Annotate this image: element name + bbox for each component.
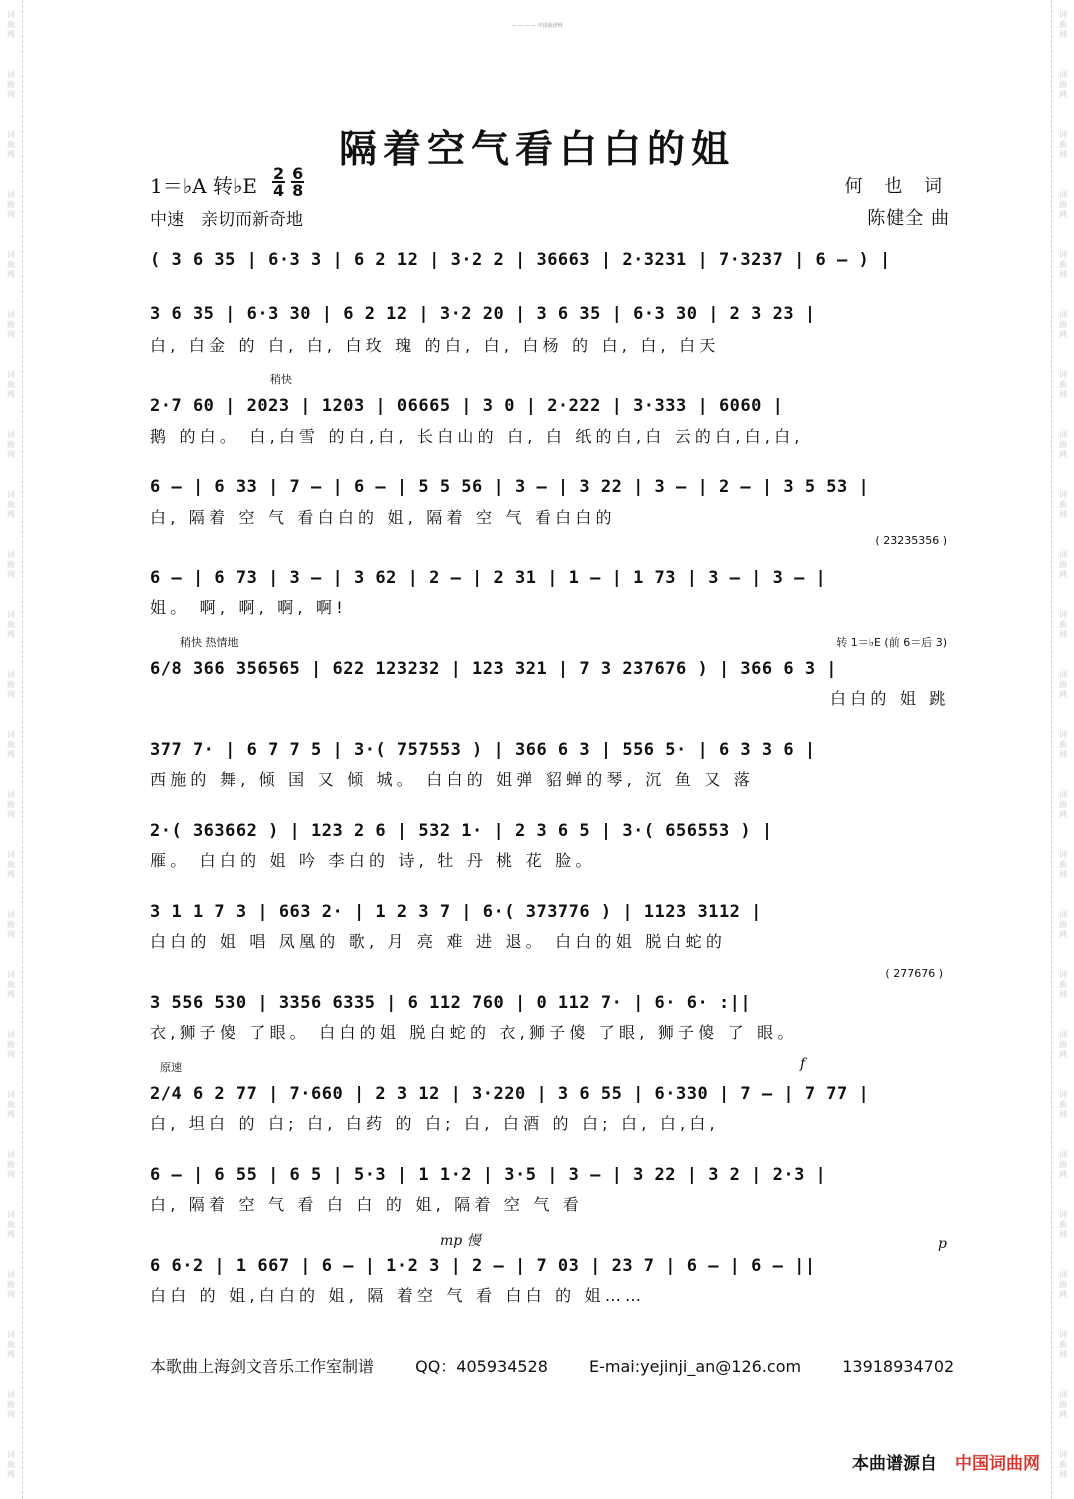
source-site-link[interactable]: 中国词曲网 <box>955 1454 1040 1474</box>
watermark-glyph: 词曲网 <box>7 850 15 879</box>
watermark-glyph: 词曲网 <box>1059 970 1067 999</box>
ornament-mark: ( 23235356 ) <box>875 534 947 547</box>
watermark-glyph: 词曲网 <box>1059 910 1067 939</box>
watermark-glyph: 词曲网 <box>1059 190 1067 219</box>
watermark-glyph: 词曲网 <box>1059 130 1067 159</box>
notation-line: 377 7· | 6 7 7 5 | 3·( 757553 ) | 366 6 3 | 556 5· | 6 3 3 6 | <box>150 740 816 760</box>
watermark-glyph: 词曲网 <box>1059 1210 1067 1239</box>
notation-line: 6 6·2 | 1 667 | 6 — | 1·2 3 | 2 — | 7 03 | 23 7 | 6 — | 6 — || <box>150 1256 816 1276</box>
time-signature-2-denominator: 8 <box>292 181 304 200</box>
watermark-glyph: 词曲网 <box>7 310 15 339</box>
watermark-glyph: 词曲网 <box>7 1090 15 1119</box>
time-signature-1-denominator: 4 <box>273 181 285 200</box>
key-signature: 1＝♭A 转♭E <box>150 174 257 198</box>
watermark-glyph: 词曲网 <box>7 430 15 459</box>
source-credit <box>852 1449 1040 1474</box>
watermark-glyph: 词曲网 <box>7 550 15 579</box>
watermark-glyph: 词曲网 <box>7 370 15 399</box>
watermark-glyph: 词曲网 <box>1059 1330 1067 1359</box>
notation-line: ( 3 6 35 | 6·3 3 | 6 2 12 | 3·2 2 | 36663 | 2·3231 | 7·3237 | 6 — ) | <box>150 250 891 270</box>
notation-line: 3 556 530 | 3356 6335 | 6 112 760 | 0 112 7· | 6· 6· :|| <box>150 993 752 1013</box>
watermark-glyph: 词曲网 <box>1059 1270 1067 1299</box>
mezzo-piano-dynamic-mark: mp 慢 <box>440 1233 481 1249</box>
watermark-glyph: 词曲网 <box>7 730 15 759</box>
watermark-glyph: 词曲网 <box>7 1450 15 1479</box>
watermark-glyph: 词曲网 <box>7 1270 15 1299</box>
lyrics-line: 雁。 白白的 姐 吟 李白的 诗, 牡 丹 桃 花 脸。 <box>150 851 596 870</box>
notation-line: 6 — | 6 55 | 6 5 | 5·3 | 1 1·2 | 3·5 | 3 — | 3 22 | 3 2 | 2·3 | <box>150 1165 827 1185</box>
watermark-glyph: 词曲网 <box>7 1330 15 1359</box>
email-contact: E-mai:yejinji_an@126.com <box>589 1357 802 1376</box>
watermark-glyph: 词曲网 <box>7 1210 15 1239</box>
time-signature-1-numerator: 2 <box>273 164 285 183</box>
watermark-glyph: 词曲网 <box>1059 850 1067 879</box>
lyrics-line: 白, 白金 的 白, 白, 白玫 瑰 的白, 白, 白杨 的 白, 白, 白天 <box>150 336 720 355</box>
watermark-glyph: 词曲网 <box>1059 670 1067 699</box>
watermark-glyph: 词曲网 <box>1059 1030 1067 1059</box>
notation-line: 2·( 363662 ) | 123 2 6 | 532 1· | 2 3 6 5 | 3·( 656553 ) | <box>150 821 773 841</box>
watermark-glyph: 词曲网 <box>1059 1090 1067 1119</box>
watermark-glyph: 词曲网 <box>7 910 15 939</box>
watermark-glyph: 词曲网 <box>1059 250 1067 279</box>
lyrics-line: 姐。 啊, 啊, 啊, 啊! <box>150 598 347 617</box>
song-title: 隔着空气看白白的姐 <box>338 126 735 171</box>
watermark-glyph: 词曲网 <box>1059 1150 1067 1179</box>
time-signature-2-numerator: 6 <box>292 164 304 183</box>
watermark-glyph: 词曲网 <box>7 790 15 819</box>
modulation-mark: 转 1＝♭E (前 6＝后 3) <box>836 636 947 649</box>
top-note: — — — — 中国曲谱网 <box>511 23 563 29</box>
watermark-glyph: 词曲网 <box>7 130 15 159</box>
watermark-glyph: 词曲网 <box>1059 730 1067 759</box>
watermark-glyph: 词曲网 <box>1059 490 1067 519</box>
qq-contact: QQ：405934528 <box>415 1357 548 1376</box>
watermark-glyph: 词曲网 <box>1059 610 1067 639</box>
lyrics-line: 衣,狮子傻 了眼。 白白的姐 脱白蛇的 衣,狮子傻 了眼, 狮子傻 了 眼。 <box>150 1023 798 1042</box>
notation-line: 3 6 35 | 6·3 30 | 6 2 12 | 3·2 20 | 3 6 35 | 6·3 30 | 2 3 23 | <box>150 304 816 324</box>
lyrics-line: 白白的 姐 唱 凤凰的 歌, 月 亮 难 进 退。 白白的姐 脱白蛇的 <box>150 932 727 951</box>
phone-contact: 13918934702 <box>842 1357 955 1376</box>
lyrics-line: 白白 的 姐,白白的 姐, 隔 着空 气 看 白白 的 姐…… <box>150 1286 646 1305</box>
watermark-glyph: 词曲网 <box>1059 10 1067 39</box>
lyrics-line: 西施的 舞, 倾 国 又 倾 城。 白白的 姐弹 貂蝉的琴, 沉 鱼 又 落 <box>150 770 754 789</box>
watermark-glyph: 词曲网 <box>7 10 15 39</box>
tempo-marking: 中速 亲切而新奇地 <box>150 210 303 230</box>
piano-dynamic-mark: p <box>938 1236 947 1252</box>
right-margin-strip <box>1051 0 1074 1499</box>
lyricist-credit: 何 也 词 <box>844 176 950 197</box>
notation-line: 6 — | 6 33 | 7 — | 6 — | 5 5 56 | 3 — | 3 22 | 3 — | 2 — | 3 5 53 | <box>150 477 870 497</box>
watermark-glyph: 词曲网 <box>7 1390 15 1419</box>
lyrics-line: 鹅 的白。 白,白雪 的白,白, 长白山的 白, 白 纸的白,白 云的白,白,白, <box>150 427 804 446</box>
watermark-glyph: 词曲网 <box>1059 1390 1067 1419</box>
time-signature-1 <box>272 166 285 198</box>
watermark-glyph: 词曲网 <box>1059 370 1067 399</box>
lyrics-line: 白, 坦白 的 白; 白, 白药 的 白; 白, 白酒 的 白; 白, 白,白, <box>150 1114 719 1133</box>
watermark-glyph: 词曲网 <box>7 610 15 639</box>
watermark-glyph: 词曲网 <box>7 1150 15 1179</box>
tempo-change-mark: 稍快 <box>270 373 292 386</box>
ornament-mark: ( 277676 ) <box>885 967 943 980</box>
left-margin-strip <box>0 0 23 1499</box>
watermark-glyph: 词曲网 <box>7 70 15 99</box>
watermark-glyph: 词曲网 <box>1059 550 1067 579</box>
notation-line: 6/8 366 356565 | 622 123232 | 123 321 | 7 3 237676 ) | 366 6 3 | <box>150 659 838 679</box>
watermark-glyph: 词曲网 <box>7 970 15 999</box>
watermark-glyph: 词曲网 <box>1059 310 1067 339</box>
watermark-glyph: 词曲网 <box>7 490 15 519</box>
notation-line: 2/4 6 2 77 | 7·660 | 2 3 12 | 3·220 | 3 6 55 | 6·330 | 7 — | 7 77 | <box>150 1084 870 1104</box>
tempo-primo-mark: 原速 <box>160 1061 182 1074</box>
watermark-glyph: 词曲网 <box>1059 790 1067 819</box>
watermark-glyph: 词曲网 <box>7 670 15 699</box>
watermark-glyph: 词曲网 <box>7 1030 15 1059</box>
watermark-glyph: 词曲网 <box>7 250 15 279</box>
time-signatures <box>272 166 304 198</box>
watermark-glyph: 词曲网 <box>1059 1450 1067 1479</box>
lyrics-line: 白白的 姐 跳 <box>830 689 950 708</box>
expression-mark: 稍快 热情地 <box>180 636 239 649</box>
lyrics-line: 白, 隔着 空 气 看 白 白 的 姐, 隔着 空 气 看 <box>150 1195 584 1214</box>
notation-line: 3 1 1 7 3 | 663 2· | 1 2 3 7 | 6·( 373776 ) | 1123 3112 | <box>150 902 762 922</box>
time-signature-2 <box>291 166 304 198</box>
watermark-glyph: 词曲网 <box>1059 70 1067 99</box>
watermark-glyph: 词曲网 <box>1059 430 1067 459</box>
notation-line: 2·7 60 | 2023 | 1203 | 06665 | 3 0 | 2·222 | 3·333 | 6060 | <box>150 396 784 416</box>
source-label: 本曲谱源自 <box>852 1454 937 1474</box>
forte-dynamic-mark: f <box>800 1056 806 1072</box>
composer-credit: 陈健全 曲 <box>867 208 950 229</box>
lyrics-line: 白, 隔着 空 气 看白白的 姐, 隔着 空 气 看白白的 <box>150 508 616 527</box>
watermark-glyph: 词曲网 <box>7 190 15 219</box>
footer-credits <box>150 1354 955 1377</box>
studio-credit: 本歌曲上海剑文音乐工作室制谱 <box>150 1357 375 1376</box>
notation-line: 6 — | 6 73 | 3 — | 3 62 | 2 — | 2 31 | 1 — | 1 73 | 3 — | 3 — | <box>150 568 827 588</box>
